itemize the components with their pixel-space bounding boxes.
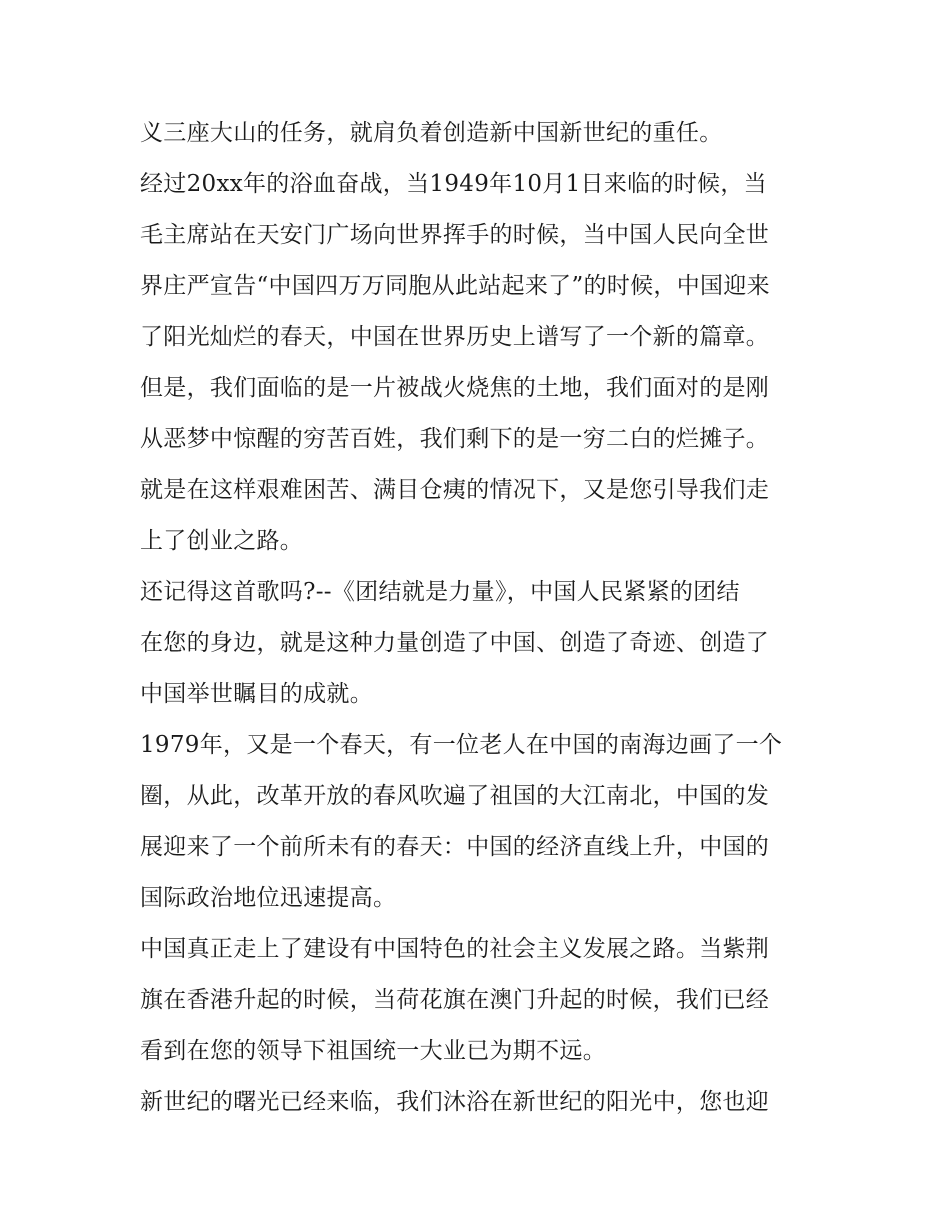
text-line: 从恶梦中惊醒的穷苦百姓，我们剩下的是一穷二白的烂摊子。 [140,426,770,452]
text-line: 经过20xx年的浴血奋战，当1949年10月1日来临的时候，当 [140,171,767,197]
text-line: 了阳光灿烂的春天，中国在世界历史上谱写了一个新的篇章。 [140,324,770,350]
text-line: 就是在这样艰难困苦、满目仓痍的情况下，又是您引导我们走 [140,477,770,503]
text-line: 新世纪的曙光已经来临，我们沐浴在新世纪的阳光中，您也迎 [140,1089,770,1115]
text-line: 国际政治地位迅速提高。 [140,885,397,911]
text-line: 1979年，又是一个春天，有一位老人在中国的南海边画了一个 [140,732,783,758]
text-line: 毛主席站在天安门广场向世界挥手的时候，当中国人民向全世 [140,222,770,248]
text-line: 中国真正走上了建设有中国特色的社会主义发展之路。当紫荆 [140,936,770,962]
text-line: 但是，我们面临的是一片被战火烧焦的土地，我们面对的是刚 [140,375,770,401]
text-line: 旗在香港升起的时候，当荷花旗在澳门升起的时候，我们已经 [140,987,770,1013]
document-body [140,108,820,1128]
text-line: 看到在您的领导下祖国统一大业已为期不远。 [140,1038,606,1064]
text-line: 圈，从此，改革开放的春风吹遍了祖国的大江南北，中国的发 [140,783,770,809]
text-line: 还记得这首歌吗?--《团结就是力量》，中国人民紧紧的团结 [140,579,740,605]
text-line: 义三座大山的任务，就肩负着创造新中国新世纪的重任。 [140,120,723,146]
text-line: 展迎来了一个前所未有的春天：中国的经济直线上升，中国的 [140,834,770,860]
text-line: 中国举世瞩目的成就。 [140,681,373,707]
text-line: 上了创业之路。 [140,528,304,554]
text-line: 界庄严宣告“中国四万万同胞从此站起来了”的时候，中国迎来 [140,273,770,299]
text-line: 在您的身边，就是这种力量创造了中国、创造了奇迹、创造了 [140,630,770,656]
